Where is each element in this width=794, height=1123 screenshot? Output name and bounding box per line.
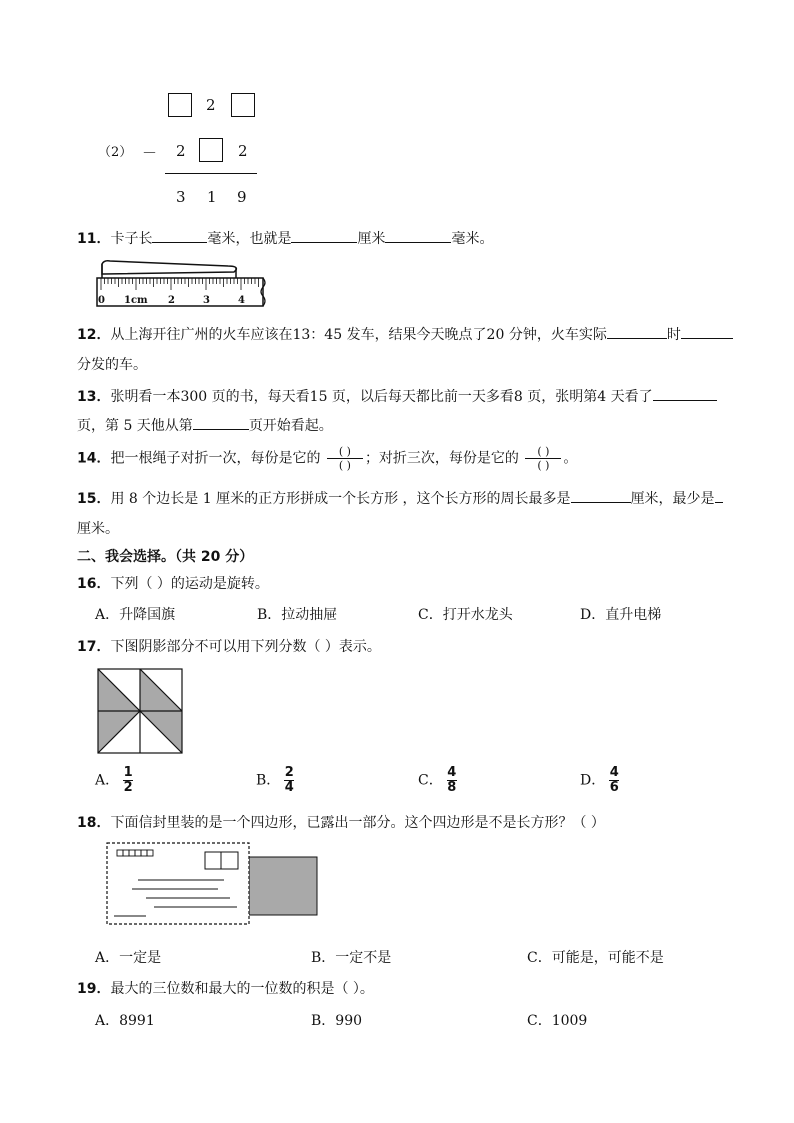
- question-text: 页开始看起。: [248, 418, 333, 434]
- answer-blank[interactable]: [152, 228, 207, 243]
- option-fraction: $\frac{4}{8}$: [447, 765, 457, 795]
- question-label: （2）: [98, 145, 133, 160]
- option-fraction: $\frac{4}{6}$: [609, 765, 619, 795]
- digit: 2: [176, 142, 186, 160]
- question-13-cont: [77, 415, 333, 435]
- denominator-blank[interactable]: ( ): [537, 459, 550, 472]
- answer-blank[interactable]: [653, 386, 717, 401]
- option-b[interactable]: [256, 766, 294, 795]
- question-number: 18．: [77, 815, 111, 831]
- question-text: 下图阴影部分不可以用下列分数（ ）表示。: [110, 639, 381, 655]
- option-letter: B．: [256, 772, 281, 789]
- option-a[interactable]: A．一定是: [95, 950, 162, 966]
- question-number: 16．: [77, 576, 111, 592]
- numerator-blank[interactable]: ( ): [537, 445, 550, 458]
- question-12: [77, 324, 733, 344]
- option-fraction: $\frac{1}{2}$: [123, 765, 133, 795]
- exposed-quadrilateral: [249, 857, 317, 915]
- question-text: 下列（ ）的运动是旋转。: [110, 576, 269, 592]
- question-15: [77, 488, 723, 508]
- section-title: 二、我会选择。（共 20 分）: [77, 549, 254, 565]
- question-text: 从上海开往广州的火车应该在13：45 发车，结果今天晚点了20 分钟，火车实际: [110, 327, 607, 343]
- option-letter: C．: [418, 772, 443, 789]
- ruler-label: 4: [238, 295, 245, 306]
- answer-blank[interactable]: [385, 228, 451, 243]
- question-text: 把一根绳子对折一次，每份是它的: [110, 450, 321, 467]
- question-text: 毫米，也就是: [207, 231, 292, 247]
- digit: 2: [206, 96, 216, 114]
- option-fraction: $\frac{2}{4}$: [284, 765, 294, 795]
- question-text: 厘米: [357, 231, 386, 247]
- question-text: 时: [666, 327, 681, 343]
- answer-blank[interactable]: [193, 415, 249, 430]
- question-17: [77, 636, 381, 656]
- result-digit: 1: [207, 188, 217, 206]
- ruler-label: 1cm: [124, 295, 148, 306]
- question-16: [77, 573, 269, 593]
- question-text: 最大的三位数和最大的一位数的积是（ ）。: [110, 981, 374, 997]
- question-number: 13．: [77, 389, 111, 405]
- option-c[interactable]: C．1009: [527, 1013, 588, 1029]
- result-digit: 9: [237, 188, 247, 206]
- question-text: 毫米。: [451, 231, 494, 247]
- option-c[interactable]: [418, 766, 457, 795]
- option-d[interactable]: D．直升电梯: [580, 607, 662, 623]
- option-c[interactable]: C．可能是，可能不是: [527, 950, 664, 966]
- option-b[interactable]: B．拉动抽屉: [257, 607, 338, 623]
- question-11: [77, 228, 493, 248]
- minus-sign: －: [142, 144, 158, 162]
- answer-blank[interactable]: [681, 324, 733, 339]
- envelope-figure: [104, 840, 322, 928]
- question-number: 19．: [77, 981, 111, 997]
- option-b[interactable]: B．990: [311, 1013, 363, 1029]
- question-text: ；对折三次，每份是它的: [364, 450, 519, 467]
- answer-box[interactable]: [168, 93, 192, 117]
- shaded-grid-figure: [97, 668, 183, 754]
- question-text: 厘米，最少是: [630, 491, 715, 507]
- fraction-blank[interactable]: [327, 445, 363, 472]
- denominator-blank[interactable]: ( ): [338, 459, 351, 472]
- ruler-label: 3: [203, 295, 210, 306]
- ruler-label: 2: [168, 295, 175, 306]
- question-12-cont: 分发的车。: [77, 357, 147, 373]
- option-d[interactable]: [580, 766, 619, 795]
- answer-box[interactable]: [231, 93, 255, 117]
- ruler-label: 0: [98, 295, 105, 306]
- question-15-cont: 厘米。: [77, 521, 119, 537]
- option-a[interactable]: A．8991: [95, 1013, 155, 1029]
- option-a[interactable]: [95, 766, 133, 795]
- question-number: 14．: [77, 450, 111, 467]
- question-number: 11．: [77, 231, 111, 247]
- answer-blank[interactable]: [291, 228, 357, 243]
- envelope: [107, 843, 249, 924]
- fraction-blank[interactable]: [525, 445, 561, 472]
- question-text: 卡子长: [110, 231, 153, 247]
- question-number: 17．: [77, 639, 111, 655]
- option-b[interactable]: B．一定不是: [311, 950, 392, 966]
- question-14: [77, 445, 577, 472]
- option-letter: A．: [95, 772, 120, 789]
- numerator-blank[interactable]: ( ): [338, 445, 351, 458]
- question-text: 用 8 个边长是 1 厘米的正方形拼成一个长方形 ，这个长方形的周长最多是: [110, 491, 571, 507]
- answer-box[interactable]: [199, 138, 223, 162]
- question-text: 。: [563, 450, 578, 467]
- result-digit: 3: [176, 188, 186, 206]
- answer-blank[interactable]: [715, 488, 723, 503]
- question-text: 页，第 5 天他从第: [77, 418, 193, 434]
- answer-blank[interactable]: [571, 488, 631, 503]
- option-c[interactable]: C．打开水龙头: [418, 607, 513, 623]
- question-18: [77, 812, 605, 832]
- digit: 2: [238, 142, 248, 160]
- question-13: [77, 386, 717, 406]
- question-text: 下面信封里装的是一个四边形，已露出一部分。这个四边形是不是长方形？（ ）: [110, 815, 605, 831]
- question-19: [77, 978, 374, 998]
- question-text: 张明看一本300 页的书，每天看15 页，以后每天都比前一天多看8 页，张明第4 天看了: [110, 389, 653, 405]
- question-number: 15．: [77, 491, 111, 507]
- answer-blank[interactable]: [607, 324, 667, 339]
- option-letter: D．: [580, 772, 606, 789]
- ruler-with-clip: [96, 256, 268, 310]
- calc-line: [165, 173, 257, 174]
- question-number: 12．: [77, 327, 111, 343]
- option-a[interactable]: A．升降国旗: [95, 607, 176, 623]
